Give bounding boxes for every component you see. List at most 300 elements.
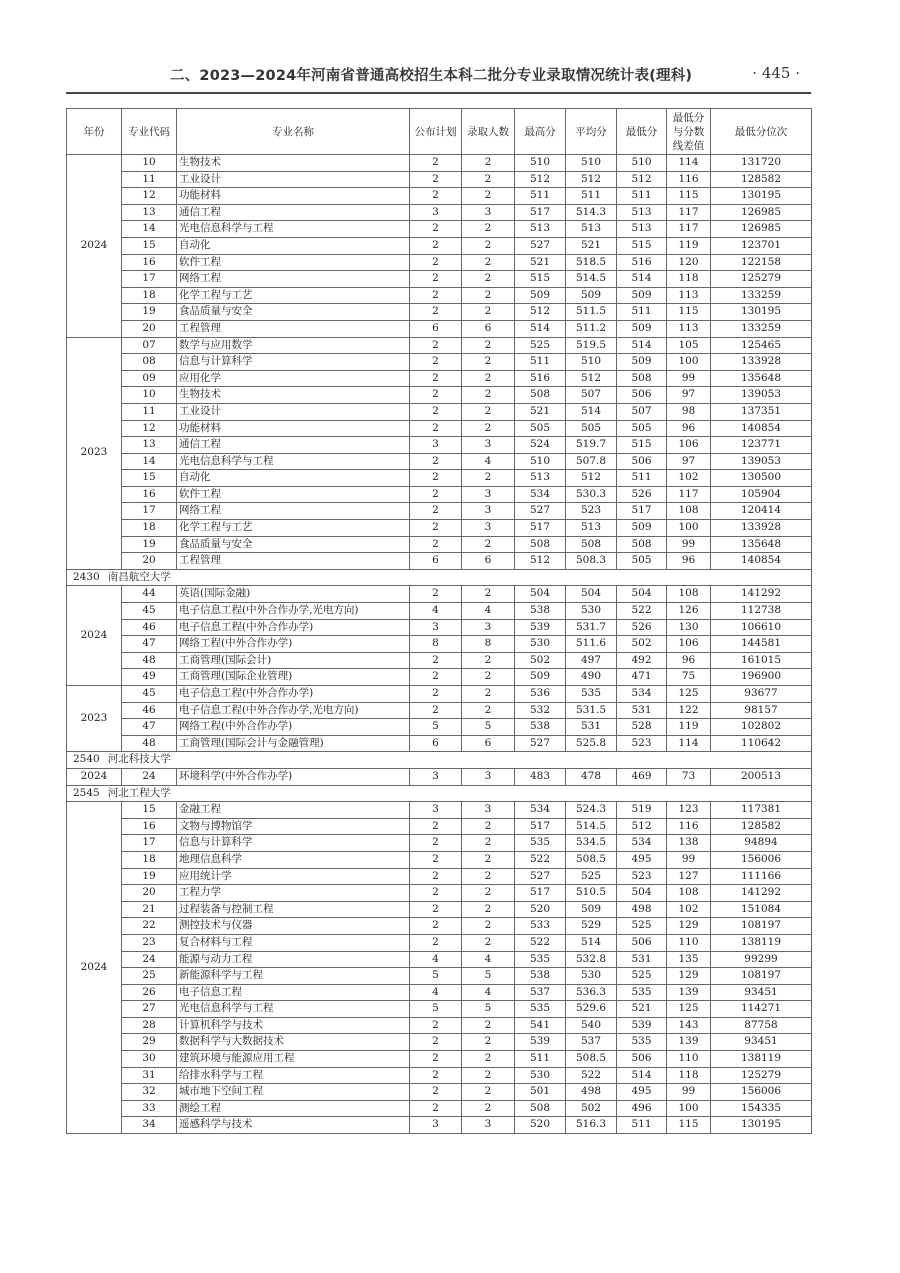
max-score: 483 (515, 768, 566, 785)
min-score: 512 (617, 171, 667, 188)
avg-score: 513 (566, 221, 617, 238)
year-cell: 2024 (67, 586, 122, 686)
admitted-count: 2 (462, 337, 515, 354)
avg-score: 508.5 (566, 851, 617, 868)
table-row (67, 204, 812, 221)
max-score: 534 (515, 802, 566, 819)
major-name: 通信工程 (177, 204, 410, 221)
year-cell: 2023 (67, 686, 122, 752)
major-code: 09 (122, 370, 177, 387)
major-name: 给排水科学与工程 (177, 1067, 410, 1084)
min-score: 513 (617, 221, 667, 238)
major-code: 16 (122, 486, 177, 503)
max-score: 534 (515, 486, 566, 503)
min-score-diff: 97 (667, 453, 711, 470)
planned-count: 3 (410, 802, 462, 819)
max-score: 535 (515, 835, 566, 852)
min-score-diff: 108 (667, 503, 711, 520)
column-header: 最低分 (617, 109, 667, 155)
planned-count: 5 (410, 719, 462, 736)
admitted-count: 2 (462, 652, 515, 669)
major-name: 信息与计算科学 (177, 354, 410, 371)
min-score-diff: 130 (667, 619, 711, 636)
avg-score: 511.6 (566, 636, 617, 653)
min-score-diff: 139 (667, 1034, 711, 1051)
column-header: 录取人数 (462, 109, 515, 155)
min-score: 506 (617, 453, 667, 470)
table-row (67, 818, 812, 835)
column-header: 最低分位次 (711, 109, 812, 155)
major-name: 电子信息工程(中外合作办学) (177, 686, 410, 703)
min-score-diff: 102 (667, 901, 711, 918)
major-code: 15 (122, 470, 177, 487)
max-score: 536 (515, 686, 566, 703)
major-name: 测控技术与仪器 (177, 918, 410, 935)
table-row (67, 403, 812, 420)
avg-score: 524.3 (566, 802, 617, 819)
table-row (67, 901, 812, 918)
admitted-count: 2 (462, 354, 515, 371)
planned-count: 2 (410, 1084, 462, 1101)
avg-score: 531.7 (566, 619, 617, 636)
table-row (67, 453, 812, 470)
min-score: 519 (617, 802, 667, 819)
table-row (67, 553, 812, 570)
table-row (67, 735, 812, 752)
min-score-diff: 99 (667, 536, 711, 553)
min-score-rank: 154335 (711, 1100, 812, 1117)
min-score-diff: 115 (667, 304, 711, 321)
avg-score: 537 (566, 1034, 617, 1051)
major-code: 48 (122, 652, 177, 669)
avg-score: 535 (566, 686, 617, 703)
min-score: 525 (617, 968, 667, 985)
max-score: 505 (515, 420, 566, 437)
admitted-count: 2 (462, 934, 515, 951)
max-score: 501 (515, 1084, 566, 1101)
admitted-count: 2 (462, 188, 515, 205)
min-score-rank: 137351 (711, 403, 812, 420)
min-score-rank: 151084 (711, 901, 812, 918)
admitted-count: 2 (462, 237, 515, 254)
page-header (170, 64, 800, 90)
max-score: 514 (515, 320, 566, 337)
min-score-rank: 128582 (711, 818, 812, 835)
min-score-diff: 96 (667, 553, 711, 570)
admitted-count: 3 (462, 619, 515, 636)
major-code: 08 (122, 354, 177, 371)
min-score: 523 (617, 735, 667, 752)
min-score-rank: 130195 (711, 1117, 812, 1134)
max-score: 527 (515, 868, 566, 885)
max-score: 511 (515, 188, 566, 205)
major-name: 英语(国际金融) (177, 586, 410, 603)
max-score: 512 (515, 553, 566, 570)
avg-score: 512 (566, 470, 617, 487)
avg-score: 508 (566, 536, 617, 553)
min-score-diff: 119 (667, 237, 711, 254)
min-score: 509 (617, 287, 667, 304)
min-score-rank: 133928 (711, 354, 812, 371)
min-score-diff: 102 (667, 470, 711, 487)
major-name: 计算机科学与技术 (177, 1017, 410, 1034)
major-code: 15 (122, 802, 177, 819)
min-score-rank: 141292 (711, 586, 812, 603)
major-code: 24 (122, 768, 177, 785)
avg-score: 514 (566, 403, 617, 420)
avg-score: 502 (566, 1100, 617, 1117)
planned-count: 2 (410, 221, 462, 238)
min-score-rank: 125465 (711, 337, 812, 354)
admitted-count: 2 (462, 818, 515, 835)
avg-score: 511.5 (566, 304, 617, 321)
major-code: 14 (122, 221, 177, 238)
max-score: 510 (515, 155, 566, 172)
min-score-rank: 139053 (711, 387, 812, 404)
admitted-count: 2 (462, 1034, 515, 1051)
avg-score: 521 (566, 237, 617, 254)
avg-score: 514.3 (566, 204, 617, 221)
admitted-count: 3 (462, 520, 515, 537)
planned-count: 2 (410, 237, 462, 254)
avg-score: 514.5 (566, 271, 617, 288)
admitted-count: 2 (462, 536, 515, 553)
planned-count: 2 (410, 818, 462, 835)
planned-count: 2 (410, 403, 462, 420)
min-score-diff: 108 (667, 885, 711, 902)
admitted-count: 2 (462, 254, 515, 271)
planned-count: 2 (410, 851, 462, 868)
table-row (67, 603, 812, 620)
min-score-rank: 133259 (711, 287, 812, 304)
major-code: 26 (122, 984, 177, 1001)
table-row (67, 370, 812, 387)
min-score-diff: 129 (667, 918, 711, 935)
admitted-count: 2 (462, 1067, 515, 1084)
min-score-diff: 116 (667, 818, 711, 835)
table-row (67, 1017, 812, 1034)
major-name: 食品质量与安全 (177, 536, 410, 553)
min-score-rank: 112738 (711, 603, 812, 620)
major-code: 18 (122, 520, 177, 537)
avg-score: 508.3 (566, 553, 617, 570)
admission-table (66, 108, 812, 1134)
admitted-count: 2 (462, 851, 515, 868)
min-score: 504 (617, 885, 667, 902)
table-row (67, 420, 812, 437)
planned-count: 2 (410, 188, 462, 205)
min-score-diff: 123 (667, 802, 711, 819)
planned-count: 2 (410, 453, 462, 470)
table-row (67, 221, 812, 238)
major-code: 17 (122, 271, 177, 288)
planned-count: 5 (410, 968, 462, 985)
min-score-rank: 130195 (711, 188, 812, 205)
table-row (67, 619, 812, 636)
major-name: 电子信息工程(中外合作办学) (177, 619, 410, 636)
admitted-count: 2 (462, 370, 515, 387)
major-name: 电子信息工程(中外合作办学,光电方向) (177, 603, 410, 620)
max-score: 521 (515, 403, 566, 420)
admitted-count: 2 (462, 1017, 515, 1034)
major-code: 19 (122, 536, 177, 553)
table-body (67, 155, 812, 1134)
planned-count: 2 (410, 420, 462, 437)
table-row (67, 1117, 812, 1134)
avg-score: 531 (566, 719, 617, 736)
major-code: 21 (122, 901, 177, 918)
avg-score: 510 (566, 354, 617, 371)
table-row (67, 304, 812, 321)
avg-score: 511.2 (566, 320, 617, 337)
avg-score: 540 (566, 1017, 617, 1034)
min-score-diff: 99 (667, 1084, 711, 1101)
avg-score: 478 (566, 768, 617, 785)
column-header: 公布计划 (410, 109, 462, 155)
admitted-count: 2 (462, 918, 515, 935)
min-score-diff: 118 (667, 271, 711, 288)
min-score-rank: 93677 (711, 686, 812, 703)
planned-count: 8 (410, 636, 462, 653)
min-score: 471 (617, 669, 667, 686)
avg-score: 532.8 (566, 951, 617, 968)
admitted-count: 4 (462, 603, 515, 620)
min-score-diff: 100 (667, 1100, 711, 1117)
page-number: · 445 · (752, 64, 800, 82)
admitted-count: 5 (462, 968, 515, 985)
min-score: 515 (617, 237, 667, 254)
planned-count: 5 (410, 1001, 462, 1018)
planned-count: 3 (410, 437, 462, 454)
max-score: 510 (515, 453, 566, 470)
min-score-diff: 98 (667, 403, 711, 420)
avg-score: 497 (566, 652, 617, 669)
min-score: 535 (617, 1034, 667, 1051)
institution-name: 河北工程大学 (107, 786, 171, 799)
table-row (67, 868, 812, 885)
min-score: 523 (617, 868, 667, 885)
min-score-rank: 161015 (711, 652, 812, 669)
admitted-count: 2 (462, 304, 515, 321)
table-row (67, 437, 812, 454)
min-score-diff: 116 (667, 171, 711, 188)
min-score: 504 (617, 586, 667, 603)
admitted-count: 4 (462, 453, 515, 470)
major-name: 食品质量与安全 (177, 304, 410, 321)
major-name: 化学工程与工艺 (177, 520, 410, 537)
min-score: 492 (617, 652, 667, 669)
major-name: 网络工程 (177, 503, 410, 520)
max-score: 509 (515, 669, 566, 686)
admitted-count: 3 (462, 768, 515, 785)
max-score: 512 (515, 171, 566, 188)
avg-score: 516.3 (566, 1117, 617, 1134)
max-score: 530 (515, 636, 566, 653)
min-score-rank: 139053 (711, 453, 812, 470)
admitted-count: 6 (462, 735, 515, 752)
min-score: 498 (617, 901, 667, 918)
table-row (67, 686, 812, 703)
min-score-diff: 113 (667, 320, 711, 337)
major-name: 测绘工程 (177, 1100, 410, 1117)
max-score: 539 (515, 619, 566, 636)
avg-score: 530.3 (566, 486, 617, 503)
admitted-count: 2 (462, 171, 515, 188)
min-score: 522 (617, 603, 667, 620)
min-score: 511 (617, 470, 667, 487)
planned-count: 2 (410, 669, 462, 686)
major-code: 11 (122, 171, 177, 188)
major-code: 44 (122, 586, 177, 603)
institution-row (67, 569, 812, 586)
min-score: 511 (617, 304, 667, 321)
major-code: 48 (122, 735, 177, 752)
institution-name: 南昌航空大学 (107, 570, 171, 583)
max-score: 537 (515, 984, 566, 1001)
planned-count: 2 (410, 868, 462, 885)
major-name: 网络工程(中外合作办学) (177, 719, 410, 736)
major-name: 新能源科学与工程 (177, 968, 410, 985)
max-score: 538 (515, 719, 566, 736)
min-score-diff: 129 (667, 968, 711, 985)
planned-count: 2 (410, 287, 462, 304)
major-name: 复合材料与工程 (177, 934, 410, 951)
major-code: 34 (122, 1117, 177, 1134)
table-row (67, 652, 812, 669)
admitted-count: 2 (462, 387, 515, 404)
admitted-count: 3 (462, 486, 515, 503)
institution-row (67, 752, 812, 769)
table-row (67, 1034, 812, 1051)
avg-score: 511 (566, 188, 617, 205)
avg-score: 519.7 (566, 437, 617, 454)
avg-score: 504 (566, 586, 617, 603)
planned-count: 2 (410, 520, 462, 537)
institution-cell (67, 752, 812, 769)
column-header: 年份 (67, 109, 122, 155)
max-score: 512 (515, 304, 566, 321)
avg-score: 509 (566, 901, 617, 918)
min-score-diff: 110 (667, 1051, 711, 1068)
planned-count: 2 (410, 155, 462, 172)
max-score: 517 (515, 204, 566, 221)
min-score-rank: 94894 (711, 835, 812, 852)
min-score-rank: 102802 (711, 719, 812, 736)
min-score-diff: 139 (667, 984, 711, 1001)
min-score: 535 (617, 984, 667, 1001)
admitted-count: 2 (462, 271, 515, 288)
planned-count: 2 (410, 486, 462, 503)
min-score-diff: 119 (667, 719, 711, 736)
min-score: 528 (617, 719, 667, 736)
major-code: 47 (122, 719, 177, 736)
min-score: 511 (617, 188, 667, 205)
major-name: 应用统计学 (177, 868, 410, 885)
table-row (67, 669, 812, 686)
table-row (67, 636, 812, 653)
institution-cell (67, 569, 812, 586)
major-code: 18 (122, 287, 177, 304)
table-row (67, 802, 812, 819)
major-name: 工程管理 (177, 553, 410, 570)
avg-score: 513 (566, 520, 617, 537)
min-score-rank: 138119 (711, 1051, 812, 1068)
admitted-count: 2 (462, 901, 515, 918)
min-score-diff: 127 (667, 868, 711, 885)
major-code: 47 (122, 636, 177, 653)
planned-count: 2 (410, 1034, 462, 1051)
min-score-diff: 99 (667, 851, 711, 868)
table-header-row (67, 109, 812, 155)
admitted-count: 5 (462, 719, 515, 736)
avg-score: 534.5 (566, 835, 617, 852)
min-score-rank: 98157 (711, 702, 812, 719)
max-score: 535 (515, 1001, 566, 1018)
planned-count: 2 (410, 254, 462, 271)
institution-code: 2545 (73, 786, 100, 799)
max-score: 513 (515, 470, 566, 487)
major-code: 45 (122, 686, 177, 703)
min-score-diff: 125 (667, 686, 711, 703)
min-score-rank: 108197 (711, 918, 812, 935)
table-row (67, 885, 812, 902)
max-score: 516 (515, 370, 566, 387)
column-header: 最高分 (515, 109, 566, 155)
major-code: 31 (122, 1067, 177, 1084)
major-name: 功能材料 (177, 420, 410, 437)
planned-count: 2 (410, 835, 462, 852)
major-name: 自动化 (177, 237, 410, 254)
min-score-diff: 126 (667, 603, 711, 620)
avg-score: 529.6 (566, 1001, 617, 1018)
major-name: 自动化 (177, 470, 410, 487)
min-score: 510 (617, 155, 667, 172)
planned-count: 2 (410, 1067, 462, 1084)
min-score-diff: 114 (667, 735, 711, 752)
min-score: 534 (617, 686, 667, 703)
min-score: 514 (617, 337, 667, 354)
max-score: 508 (515, 387, 566, 404)
min-score-rank: 110642 (711, 735, 812, 752)
major-code: 18 (122, 851, 177, 868)
planned-count: 3 (410, 1117, 462, 1134)
max-score: 525 (515, 337, 566, 354)
admitted-count: 2 (462, 686, 515, 703)
min-score-diff: 106 (667, 437, 711, 454)
admitted-count: 3 (462, 1117, 515, 1134)
major-code: 12 (122, 188, 177, 205)
min-score-diff: 138 (667, 835, 711, 852)
major-name: 工商管理(国际企业管理) (177, 669, 410, 686)
max-score: 517 (515, 885, 566, 902)
min-score: 539 (617, 1017, 667, 1034)
avg-score: 536.3 (566, 984, 617, 1001)
major-code: 20 (122, 553, 177, 570)
max-score: 530 (515, 1067, 566, 1084)
table-row (67, 520, 812, 537)
avg-score: 490 (566, 669, 617, 686)
admitted-count: 2 (462, 221, 515, 238)
min-score: 508 (617, 536, 667, 553)
planned-count: 3 (410, 619, 462, 636)
admitted-count: 2 (462, 586, 515, 603)
min-score-diff: 143 (667, 1017, 711, 1034)
planned-count: 2 (410, 1051, 462, 1068)
min-score: 505 (617, 420, 667, 437)
planned-count: 4 (410, 603, 462, 620)
min-score-diff: 73 (667, 768, 711, 785)
max-score: 517 (515, 520, 566, 537)
